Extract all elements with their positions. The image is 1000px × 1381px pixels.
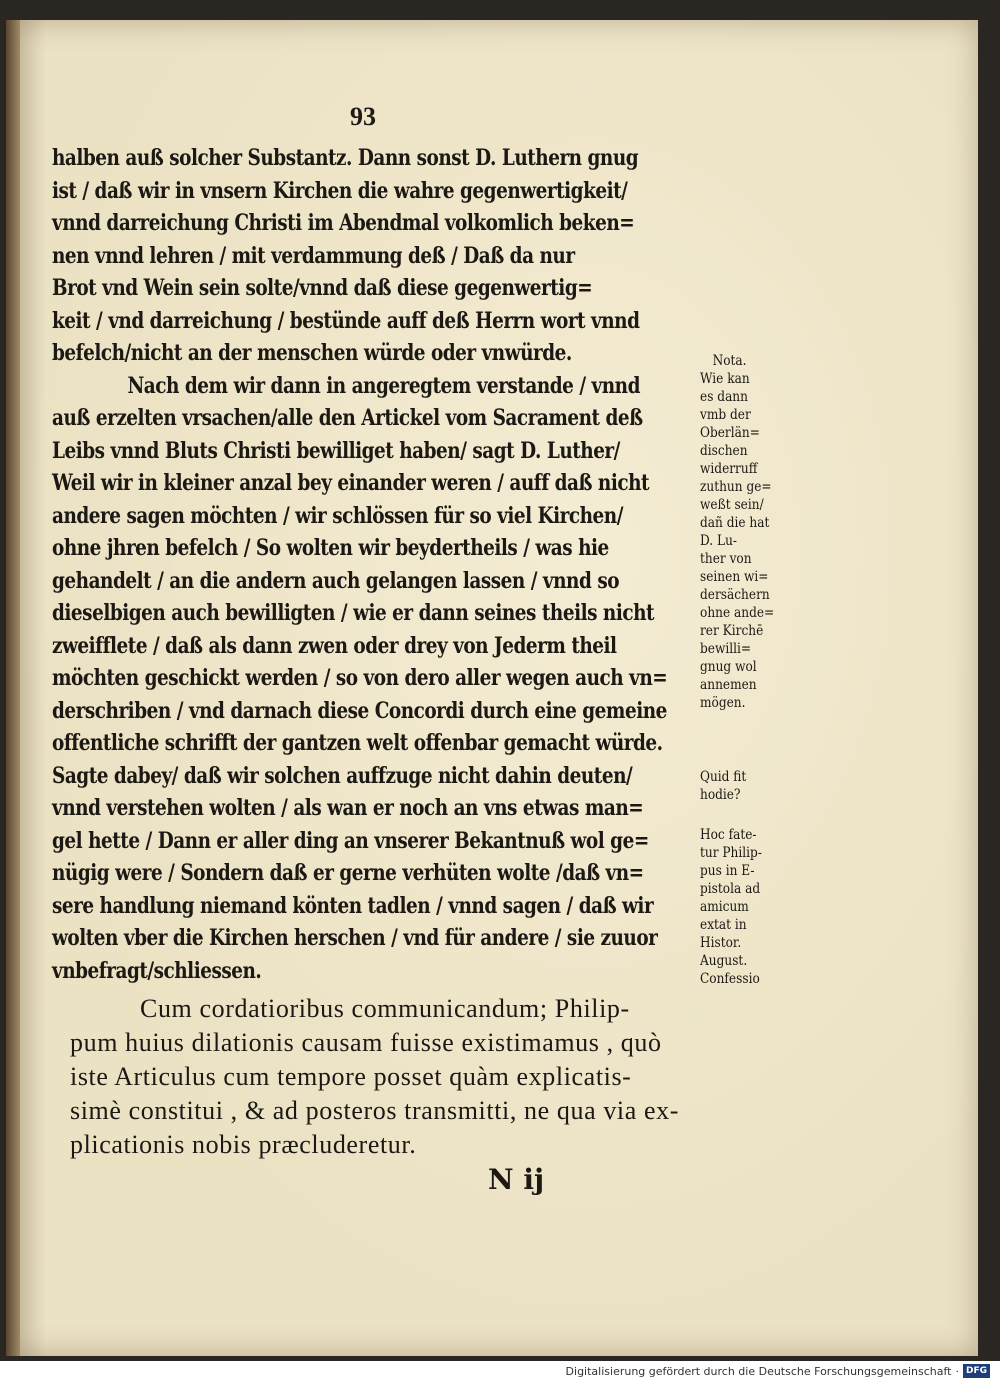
margin-note-line: Wie kan (700, 371, 750, 387)
margin-note-line: es dann (700, 389, 748, 405)
margin-note-line: annemen (700, 677, 757, 693)
margin-note-line: D. Lu- (700, 533, 738, 549)
margin-note-line: vmb der (700, 407, 751, 423)
margin-note-line: Quid fit (700, 769, 747, 785)
margin-note-line: Histor. (700, 935, 742, 951)
margin-notes (700, 352, 810, 988)
margin-note-line: Oberlän= (700, 425, 760, 441)
german-line: nügig were / Sondern daß er gerne verhüten wolte /daß vn= (52, 860, 644, 886)
german-line: befelch/nicht an der menschen würde oder vnwürde. (52, 340, 572, 366)
german-line: auß erzelten vrsachen/alle den Artickel vom Sacrament deß (52, 405, 643, 431)
german-line: Weil wir in kleiner anzal bey einander weren / auff daß nicht (52, 470, 650, 496)
german-line: derschriben / vnd darnach diese Concordi durch eine gemeine (52, 697, 667, 724)
signature-mark: N ij (488, 1163, 545, 1196)
margin-note-line: zuthun ge= (700, 479, 772, 495)
margin-note-line: extat in (700, 917, 747, 933)
margin-note-line: amicum (700, 899, 749, 915)
page-spine-shadow (6, 20, 20, 1356)
margin-note-line: ther von (700, 551, 752, 567)
german-line: andere sagen möchten / wir schlössen für so viel Kirchen/ (52, 502, 623, 529)
margin-note-line: Hoc fate- (700, 827, 757, 843)
latin-line: plicationis nobis præcluderetur. (70, 1130, 417, 1159)
german-line: Leibs vnnd Bluts Christi bewilliget haben/ sagt D. Luther/ (52, 437, 620, 464)
margin-note-line: Confessio (700, 971, 760, 987)
margin-note-note2 (700, 768, 810, 804)
margin-note-note3 (700, 826, 810, 988)
latin-line: pum huius dilationis causam fuisse existimamus , quò (70, 1028, 662, 1057)
margin-note-line: dersächern (700, 587, 770, 603)
german-line: offentliche schrifft der gantzen welt offenbar gemacht würde. (52, 730, 663, 756)
german-line: ohne jhren befelch / So wolten wir beydertheils / was hie (52, 535, 609, 561)
german-line: vnnd darreichung Christi im Abendmal volkomlich beken= (52, 210, 635, 236)
german-line: wolten vber die Kirchen herschen / vnd für andere / sie zuuor (52, 925, 658, 951)
margin-note-line: bewilli= (700, 641, 752, 657)
margin-note-line: gnug wol (700, 659, 757, 675)
german-line: sere handlung niemand könten tadlen / vnnd sagen / daß wir (52, 892, 654, 919)
german-line: vnnd verstehen wolten / als wan er noch an vns etwas man= (52, 795, 644, 821)
german-line: dieselbigen auch bewilligten / wie er dann seines theils nicht (52, 600, 655, 626)
latin-text-block (70, 992, 710, 1162)
german-line: möchten geschickt werden / so von dero aller wegen auch vn= (52, 665, 668, 691)
page-number: 93 (350, 102, 376, 131)
latin-line: iste Articulus cum tempore posset quàm explicatis- (70, 1062, 632, 1091)
margin-note-line: seinen wi= (700, 569, 769, 585)
margin-note-line: ohne ande= (700, 605, 775, 621)
margin-note-line: dischen (700, 443, 748, 459)
margin-note-nota (700, 352, 810, 370)
margin-note-line: hodie? (700, 787, 741, 803)
margin-note-line: tur Philip- (700, 845, 762, 861)
margin-note-line: Nota. (712, 353, 747, 369)
margin-note-line: weßt sein/ (700, 497, 764, 513)
margin-note-line: pistola ad (700, 881, 761, 897)
german-line: Sagte dabey/ daß wir solchen auffzuge nicht dahin deuten/ (52, 762, 633, 789)
german-text-block (52, 142, 702, 987)
german-line: keit / vnd darreichung / bestünde auff deß Herrn wort vnnd (52, 307, 640, 334)
margin-note-line: pus in E- (700, 863, 755, 879)
german-line: zweifflete / daß als dann zwen oder drey von Jederm theil (52, 632, 617, 659)
german-line: Brot vnd Wein sein solte/vnnd daß diese gegenwertig= (52, 275, 593, 301)
german-line: Nach dem wir dann in angeregtem verstande / vnnd (127, 372, 641, 399)
margin-note-note1 (700, 370, 810, 712)
margin-note-line: widerruff (700, 461, 758, 477)
latin-line: Cum cordatioribus communicandum; Philip- (140, 994, 630, 1023)
margin-note-line: mögen. (700, 695, 746, 711)
german-line: vnbefragt/schliessen. (52, 957, 262, 984)
footer-credit: Digitalisierung gefördert durch die Deutsche Forschungsgemeinschaft · DFG (566, 1364, 990, 1378)
german-line: ist / daß wir in vnsern Kirchen die wahre gegenwertigkeit/ (52, 177, 628, 204)
german-line: halben auß solcher Substantz. Dann sonst D. Luthern gnug (52, 145, 639, 171)
margin-note-line: rer Kirchē (700, 623, 764, 639)
margin-note-line: August. (700, 953, 748, 969)
german-line: nen vnnd lehren / mit verdammung deß / Daß da nur (52, 242, 575, 269)
german-line: gel hette / Dann er aller ding an vnserer Bekantnuß wol ge= (52, 827, 649, 854)
german-line: gehandelt / an die andern auch gelangen lassen / vnnd so (52, 567, 620, 594)
dfg-logo: DFG (963, 1364, 990, 1378)
footer-text: Digitalisierung gefördert durch die Deutsche Forschungsgemeinschaft (565, 1364, 952, 1378)
latin-line: simè constitui , & ad posteros transmitti, ne qua via ex- (70, 1096, 679, 1125)
margin-note-line: dañ die hat (700, 515, 770, 531)
